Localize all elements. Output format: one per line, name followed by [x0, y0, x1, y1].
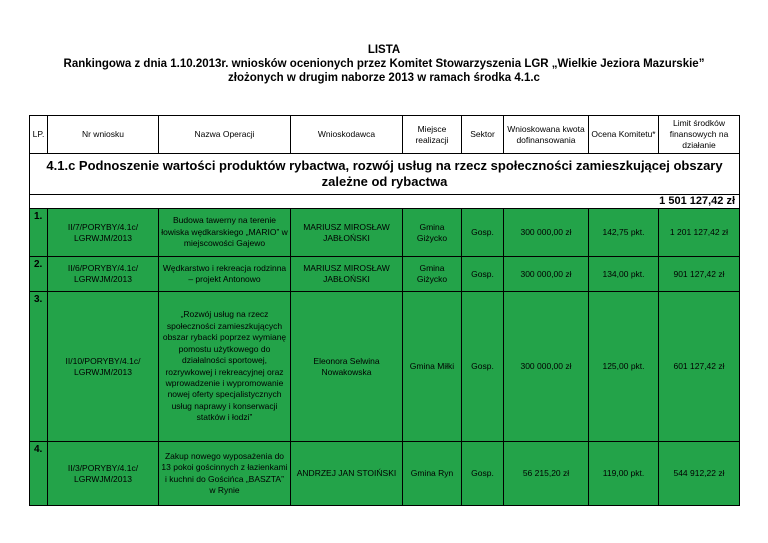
table-row — [30, 209, 740, 257]
row-sektor: Gosp. — [462, 209, 504, 257]
row-limit: 544 912,22 zł — [659, 442, 740, 506]
row-wnioskodawca: ANDRZEJ JAN STOIŃSKI — [291, 442, 403, 506]
table-row — [30, 442, 740, 506]
section-limit: 1 501 127,42 zł — [30, 195, 740, 209]
row-sektor: Gosp. — [462, 257, 504, 292]
row-miejsce: Gmina Giżycko — [403, 209, 462, 257]
row-limit: 601 127,42 zł — [659, 292, 740, 442]
column-header-lp: LP. — [30, 116, 48, 154]
row-nazwa: „Rozwój usług na rzecz społeczności zamieszkujących obszar rybacki poprzez wymianę pomostu użytkowego do działalności sportowej, rozrywkowej i rekreacyjnej oraz wprowadzenie i wypromowanie nowej oferty specjalistycznych usług naprawy i konserwacji statków i łodzi” — [159, 292, 291, 442]
section-title: 4.1.c Podnoszenie wartości produktów rybactwa, rozwój usług na rzecz społeczności zamieszkującej obszary zależne od rybactwa — [30, 154, 740, 195]
row-ocena: 119,00 pkt. — [589, 442, 659, 506]
row-nr: II/3/PORYBY/4.1c/ LGRWJM/2013 — [48, 442, 159, 506]
ranking-table — [29, 115, 740, 506]
row-wnioskodawca: MARIUSZ MIROSŁAW JABŁOŃSKI — [291, 257, 403, 292]
row-kwota: 300 000,00 zł — [504, 292, 589, 442]
column-header-miejsce: Miejsce realizacji — [403, 116, 462, 154]
row-nr: II/10/PORYBY/4.1c/ LGRWJM/2013 — [48, 292, 159, 442]
row-nr: II/7/PORYBY/4.1c/ LGRWJM/2013 — [48, 209, 159, 257]
row-ocena: 134,00 pkt. — [589, 257, 659, 292]
row-ocena: 142,75 pkt. — [589, 209, 659, 257]
row-nazwa: Wędkarstwo i rekreacja rodzinna – projekt Antonowo — [159, 257, 291, 292]
list-subtitle-2: złożonych w drugim naborze 2013 w ramach środka 4.1.c — [228, 72, 540, 84]
row-nazwa: Budowa tawerny na terenie łowiska wędkarskiego „MARIO” w miejscowości Gajewo — [159, 209, 291, 257]
column-header-wnioskodawca: Wnioskodawca — [291, 116, 403, 154]
section-limit-row — [30, 195, 740, 209]
table-header-row — [30, 116, 740, 154]
list-title: LISTA — [367, 44, 401, 56]
table-row — [30, 292, 740, 442]
row-miejsce: Gmina Miłki — [403, 292, 462, 442]
row-miejsce: Gmina Ryn — [403, 442, 462, 506]
row-nazwa: Zakup nowego wyposażenia do 13 pokoi gościnnych z łazienkami i kuchni do Gościńca „BASZTA” w Rynie — [159, 442, 291, 506]
row-sektor: Gosp. — [462, 442, 504, 506]
row-lp: 4. — [30, 442, 48, 506]
column-header-nr: Nr wniosku — [48, 116, 159, 154]
row-sektor: Gosp. — [462, 292, 504, 442]
column-header-limit: Limit środków finansowych na działanie — [659, 116, 740, 154]
row-lp: 2. — [30, 257, 48, 292]
section-row — [30, 154, 740, 195]
row-kwota: 300 000,00 zł — [504, 209, 589, 257]
row-miejsce: Gmina Giżycko — [403, 257, 462, 292]
column-header-nazwa: Nazwa Operacji — [159, 116, 291, 154]
table-row — [30, 257, 740, 292]
row-wnioskodawca: MARIUSZ MIROSŁAW JABŁOŃSKI — [291, 209, 403, 257]
row-lp: 3. — [30, 292, 48, 442]
column-header-ocena: Ocena Komitetu* — [589, 116, 659, 154]
column-header-kwota: Wnioskowana kwota dofinansowania — [504, 116, 589, 154]
column-header-sektor: Sektor — [462, 116, 504, 154]
row-lp: 1. — [30, 209, 48, 257]
row-limit: 901 127,42 zł — [659, 257, 740, 292]
list-subtitle: Rankingowa z dnia 1.10.2013r. wniosków ocenionych przez Komitet Stowarzyszenia LGR „Wielkie Jeziora Mazurskie” — [63, 58, 705, 70]
row-wnioskodawca: Eleonora Selwina Nowakowska — [291, 292, 403, 442]
row-nr: II/6/PORYBY/4.1c/ LGRWJM/2013 — [48, 257, 159, 292]
row-ocena: 125,00 pkt. — [589, 292, 659, 442]
row-kwota: 56 215,20 zł — [504, 442, 589, 506]
row-kwota: 300 000,00 zł — [504, 257, 589, 292]
row-limit: 1 201 127,42 zł — [659, 209, 740, 257]
